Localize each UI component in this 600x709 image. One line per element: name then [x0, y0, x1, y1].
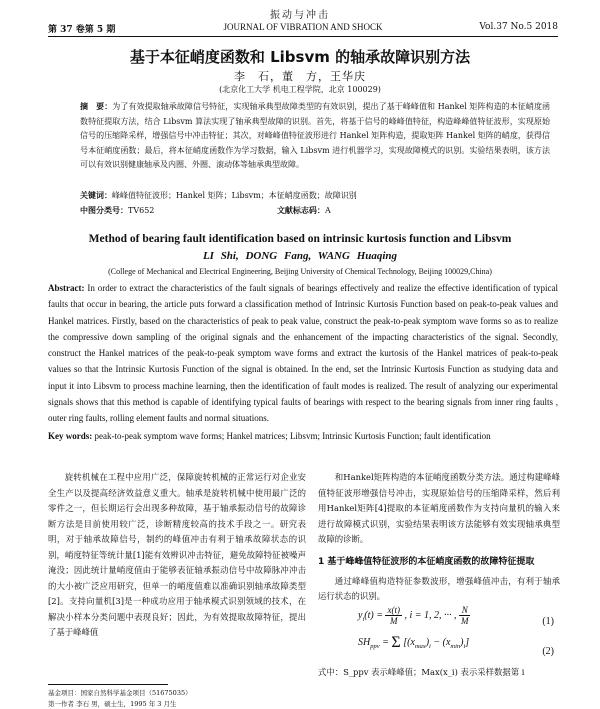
footnote-fund: 基金项目：国家自然科学基金项目（51675035） [48, 689, 192, 697]
doc-code-label: 文献标志码： [276, 205, 325, 215]
header-rule [48, 36, 558, 37]
equation-2 [318, 635, 560, 665]
clc-field [80, 206, 214, 215]
english-affiliation: (College of Mechanical and Electrical Engineering, Beijing University of Chemical Technology, Beijing 100029,China) [108, 267, 492, 276]
footnote-rule [48, 684, 168, 685]
chinese-keywords-text: 峰峰值特征波形；Hankel 矩阵；Libsvm；本征峭度函数；故障识别 [112, 191, 357, 200]
doc-code-field [277, 206, 391, 215]
footnote-author: 第一作者 李石 男，硕士生，1995 年 3 月生 [48, 700, 177, 708]
chinese-abstract-text: 为了有效提取轴承故障信号特征，实现轴承典型故障类型的有效识别，提出了基于峰峰值和 Hankel 矩阵构造的本征峭度函数特征提取方法，结合 Libsvm 算法实现了轴承典型故障的识别。首先，将基于信号的峰峰值特征，构造峰峰值特征波形，实现原始信号的压缩降采样，增强信号中冲击特征；其次，对峰峰值特征波形进行 Hankel 矩阵构造，提取矩阵 Hankel 矩阵的峭度，获得信号本征峭度函数；最后，将本征峭度函数作为学习数据，输入 Libsvm 进行机器学习，实现故障模式的识别。实验结果表明，该方法可以有效识别健康轴承及内圈、外圈、滚动体等轴承典型故障。 [80, 102, 551, 169]
chinese-keywords-label: 关键词： [80, 190, 112, 200]
intro-paragraph-continued: 和Hankel矩阵构造的本征峭度函数分类方法。通过构建峰峰值特征波形增强信号冲击，实现原始信号的压缩降采样，然后利用Hankel矩阵[4]提取的本征峭度函数作为支持向量机的输入来进行故障模式识别，实验结果表明该方法能够有效实现轴承典型故障的诊断。 [318, 472, 560, 544]
equation-2-body: $SH_{ppv} = \Sigma$ $[(x_{max})_i - (x_{min})_i]$ [358, 633, 470, 651]
equation-2-number: (2) [542, 645, 554, 657]
equation-1-number: (1) [542, 615, 554, 627]
clc-value: TV652 [128, 206, 155, 215]
chinese-title: 基于本征峭度函数和 Libsvm 的轴承故障识别方法 [129, 48, 471, 66]
english-keywords-text: peak-to-peak symptom wave forms; Hankel matrices; Libsvm; Intrinsic Kurtosis Function; fault identification [94, 431, 491, 441]
header-volume: Vol.37 No.5 2018 [479, 22, 558, 32]
journal-name-top: 振动与冲击 [270, 10, 330, 21]
english-title: Method of bearing fault identification based on intrinsic kurtosis function and Libsvm [88, 233, 512, 245]
english-authors: LI Shi, DONG Fang, WANG Huaqing [202, 250, 398, 262]
header-issue: 第 37 卷第 5 期 [48, 25, 116, 35]
body-left-column [48, 470, 306, 641]
body-right-column [318, 470, 560, 680]
chinese-affiliation: (北京化工大学 机电工程学院，北京 100029) [219, 85, 381, 94]
english-keywords [48, 428, 558, 444]
chinese-abstract-label: 摘 要： [80, 102, 113, 111]
equation-1 [318, 605, 560, 635]
clc-label: 中图分类号： [80, 205, 128, 215]
english-abstract [48, 280, 558, 427]
english-abstract-label: Abstract: [48, 283, 85, 293]
equation-1-body: $y_i(t)$ = $\frac{x(t)}{M}$ , i = 1, 2, ··· , $\frac{N}{M}$ [358, 604, 469, 626]
section-1-paragraph: 通过峰峰值构造特征参数波形，增强峰值冲击，有利于轴承运行状态的识别。 [318, 575, 560, 601]
intro-paragraph: 旋转机械在工程中应用广泛，保障旋转机械的正常运行对企业安全生产以及提高经济效益意义重大。轴承是旋转机械中使用最广泛的零件之一，但长期运行会出现多种故障，基于轴承振动信号的故障诊断方法是目前使用较广泛，诊断精度较高的技术手段之一。研究表明，对于轴承故障信号，制约的峰值冲击有利于轴承故障状态的识别，峭度特征等统计量[1]能有效辨识冲击特征，避免故障特征被噪声淹没；因此统计量峭度值由于能够表征轴承振动信号中故障脉冲冲击的大小被广泛应用研究，但单一的峭度值难以准确识别轴承故障类型[2]。支持向量机[3]是一种成功应用于轴承模式识别领域的技术，在解决小样本分类问题中表现良好；因此，为有效提取故障特征，提出了基于峰峰值 [48, 472, 306, 637]
header-journal: JOURNAL OF VIBRATION AND SHOCK [223, 22, 383, 32]
doc-code-value: A [324, 206, 331, 215]
classification-line [80, 205, 550, 216]
chinese-authors: 李 石，董 方，王华庆 [234, 70, 366, 83]
chinese-keywords [80, 190, 550, 201]
equation-note: 式中：S_ppv 表示峰峰值；Max(x_i) 表示采样数据第 i [318, 666, 525, 677]
english-keywords-label: Key words: [48, 431, 93, 441]
chinese-abstract [80, 100, 550, 173]
section-1-title: 1 基于峰峰值特征波形的本征峭度函数的故障特征提取 [318, 556, 535, 567]
english-abstract-text: In order to extract the characteristics of the fault signals of bearings effectively and realize the effective identification of typical faults that occur in bearing, the article puts forward a classification method of Intrinsic Kurtosis Function based on peak-to-peak values and Hankel matrices. Firstly, based on the characteristics of peak to peak value, construct the peak-to-peak symptom wave forms so as to realize the compressive down sampling of the original signals and the enhancement of the impacting characteristics of the signal. Secondly, construct the Hankel matrices of the peak-to-peak symptom wave forms and extract the kurtosis of the Hankel matrices of peak-to-peak values so that the Intrinsic Kurtosis Function of the signal is obtained. In the end, set the Intrinsic Kurtosis Function as studying data and input it into Libsvm to process machine learning, then the identification of fault modes is realized. The result of analyzing our experimental signals shows that this method is capable of identifying typical faults of bearings with respect to the bearing signals from inner ring faults , outer ring faults, rolling element faults and normal situations. [48, 283, 559, 424]
